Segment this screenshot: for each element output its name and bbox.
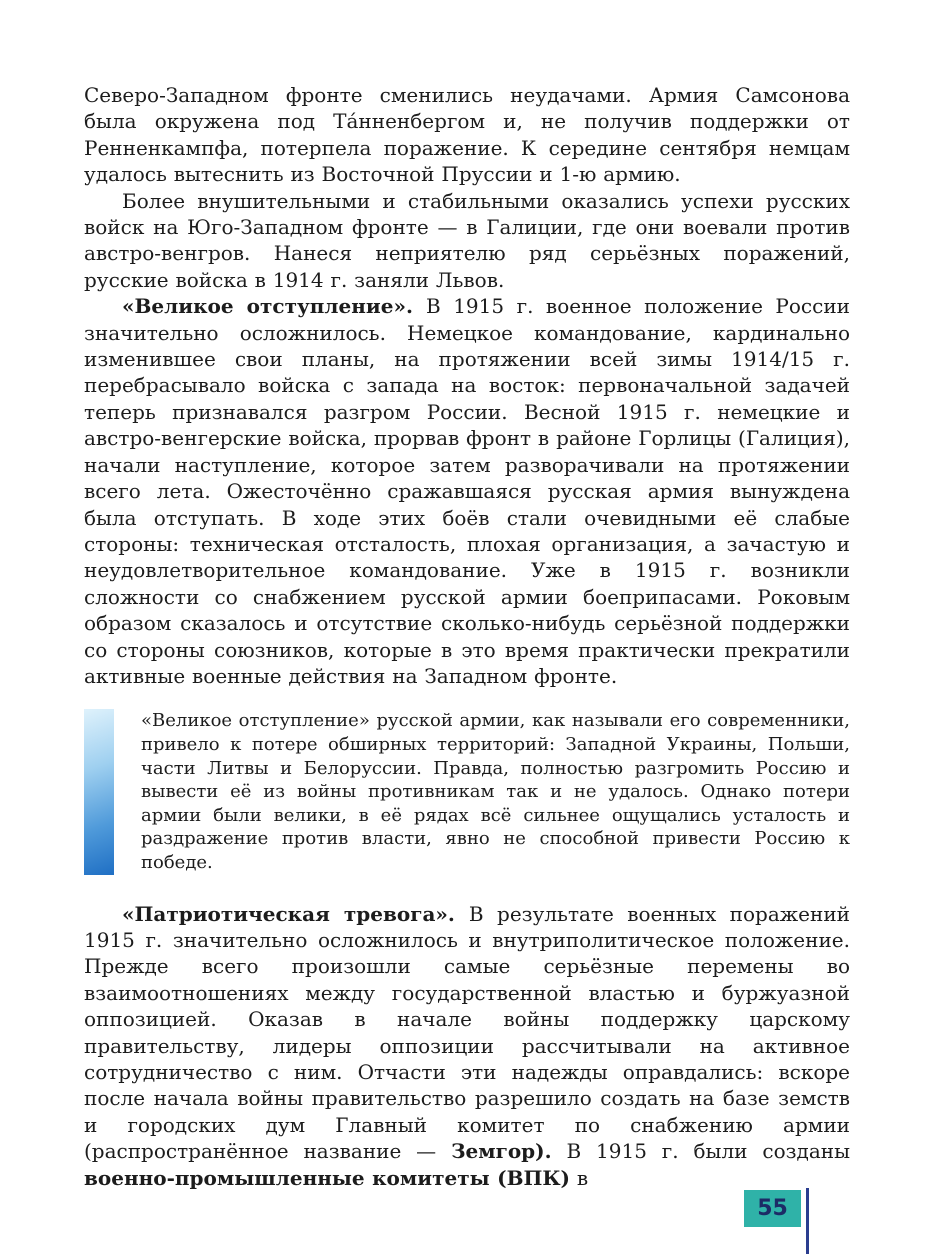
paragraph bbox=[84, 901, 850, 1191]
bold-run: военно-промышленные комитеты (ВПК) bbox=[84, 1165, 571, 1190]
text-run: В 1915 г. военное положение России значительно осложнилось. Немецкое командование, кардинально изменившее свои планы, на протяжении всей зимы 1914/15 г. перебрасывало войска с запада на восток: первоначальной задачей теперь признавался разгром России. Весной 1915 г. немецкие и австро-венгерские войска, прорвав фронт в районе Горлицы (Галиция), начали наступление, которое затем разворачивали на протяжении всего лета. Ожесточённо сражавшаяся русская армия вынуждена была отступать. В ходе этих боёв стали очевидными её слабые стороны: техническая отсталость, плохая организация, а зачастую и неудовлетворительное командование. Уже в 1915 г. возникли сложности со снабжением русской армии боеприпасами. Роковым образом сказалось и отсутствие сколько-нибудь серьёзной поддержки со стороны союзников, которые в это время практически прекратили активные военные действия на Западном фронте. bbox=[84, 294, 850, 688]
bold-run: «Патриотическая тревога». bbox=[122, 901, 469, 926]
sidebar-note bbox=[84, 709, 850, 874]
text-column bbox=[84, 82, 850, 1191]
bold-run: «Великое отступление». bbox=[122, 294, 427, 319]
sidebar-accent-bar bbox=[84, 709, 114, 874]
paragraph bbox=[84, 188, 850, 294]
sidebar-text bbox=[141, 709, 850, 874]
text-run: Более внушительными и стабильными оказались успехи русских войск на Юго-Западном фронте — в Галиции, где они воевали против австро-венгров. Нанеся неприятелю ряд серьёзных поражений, русские войска в 1914 г. заняли Львов. bbox=[84, 188, 850, 292]
text-run: Северо-Западном фронте сменились неудачами. Армия Самсонова была окружена под Та́нненбергом и, не получив поддержки от Ренненкампфа, потерпела поражение. К середине сентября немцам удалось вытеснить из Восточной Пруссии и 1-ю армию. bbox=[84, 83, 850, 187]
text-run: В результате военных поражений 1915 г. значительно осложнилось и внутриполитическое положение. Прежде всего произошли самые серьёзные перемены во взаимоотношениях между государственной властью и буржуазной оппозицией. Оказав в начале войны поддержку царскому правительству, лидеры оппозиции рассчитывали на активное сотрудничество с ним. Отчасти эти надежды оправдались: вскоре после начала войны правительство разрешило создать на базе земств и городских дум Главный комитет по снабжению армии (распространённое название — bbox=[84, 901, 850, 1164]
bold-run: Земгор). bbox=[451, 1139, 552, 1164]
text-run: в bbox=[570, 1165, 589, 1190]
page-number: 55 bbox=[757, 1196, 788, 1221]
page-number-badge bbox=[744, 1190, 801, 1227]
text-run: «Великое отступление» русской армии, как называли его современники, привело к потере обширных территорий: Западной Украины, Польши, части Литвы и Белоруссии. Правда, полностью разгромить Россию и вывести её из войны противникам так и не удалось. Однако потери армии были велики, в её рядах всё сильнее ощущались усталость и раздражение против власти, явно не способной привести Россию к победе. bbox=[141, 710, 850, 873]
text-run: В 1915 г. были созданы bbox=[551, 1139, 851, 1164]
paragraph bbox=[84, 293, 850, 689]
paragraph bbox=[84, 82, 850, 188]
page-edge-line bbox=[806, 1188, 809, 1254]
